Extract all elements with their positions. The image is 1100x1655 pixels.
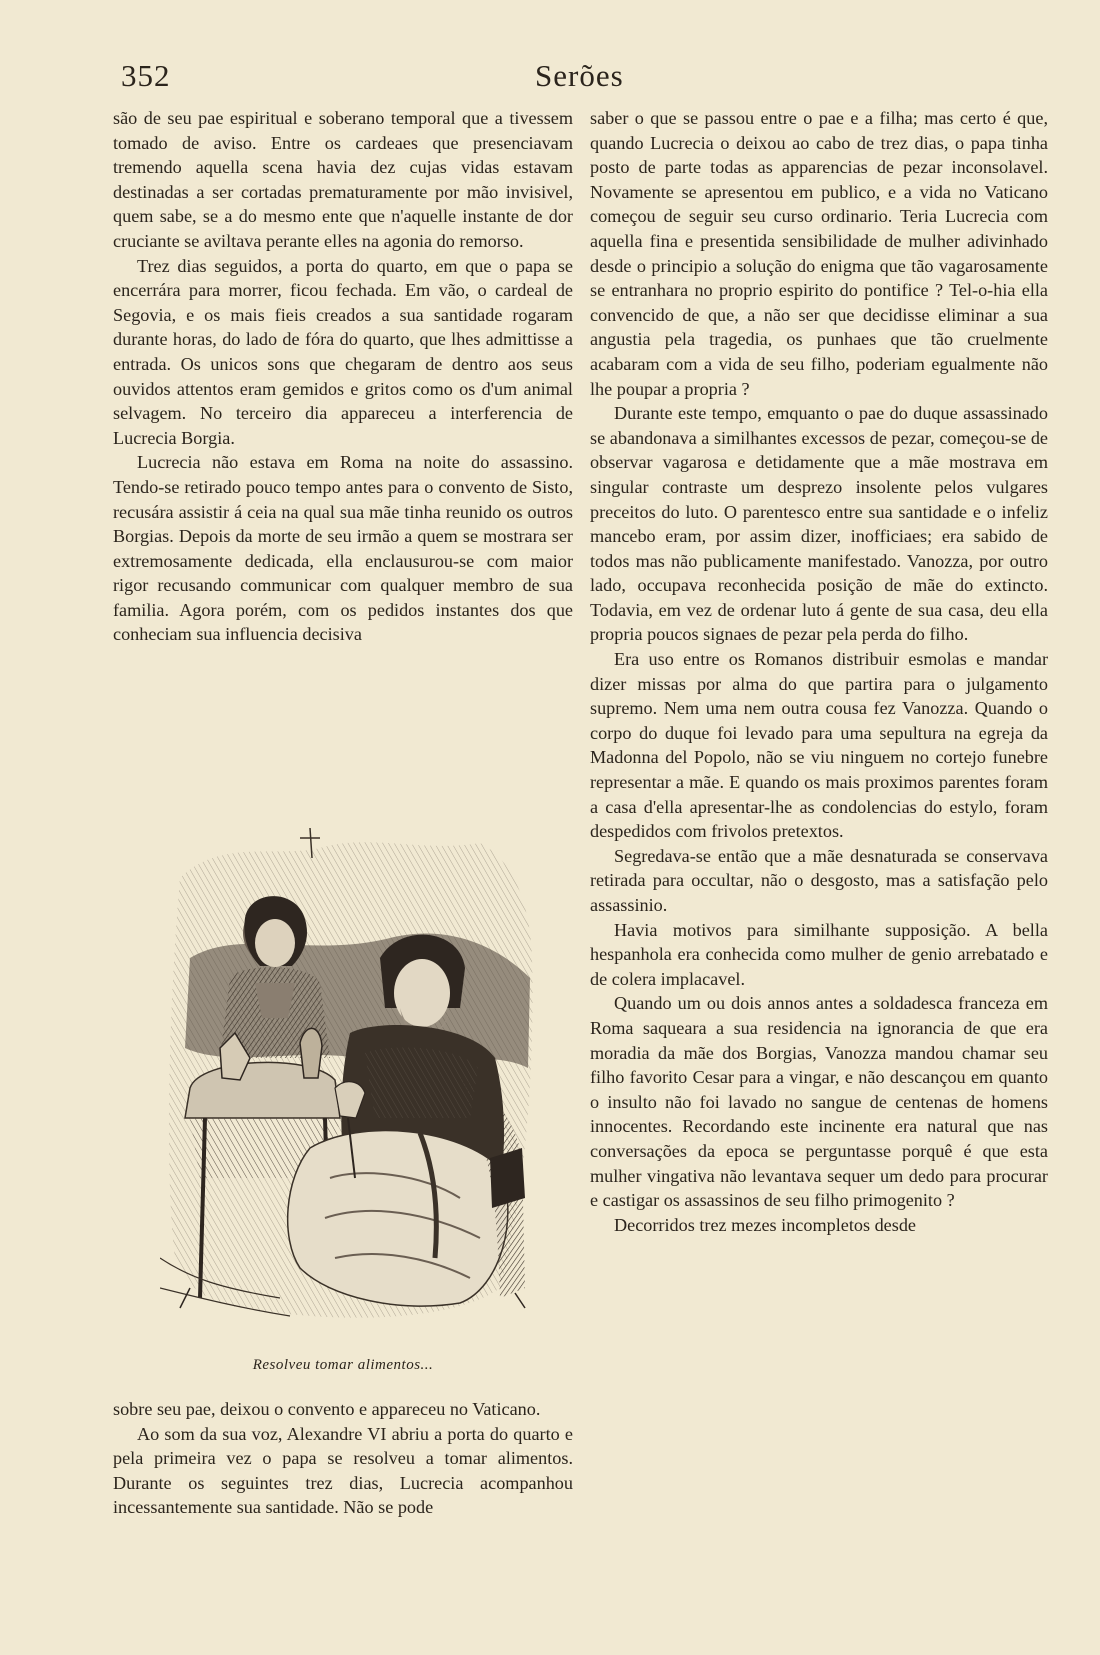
paragraph: Havia motivos para similhante supposição. A bella hespanhola era conhecida como mulher de genio arrebatado e de colera implacavel. — [590, 919, 1048, 989]
paragraph: são de seu pae espiritual e soberano temporal que a tivessem tomado de aviso. Entre os cardeaes que presenciavam tremendo aquella scena havia dez cujas vidas estavam destinadas a ser cortadas prematuramente por mão invisivel, quem sabe, se a do mesmo ente que n'aquelle instante de dor cruciante se aviltava perante elles na agonia do remorso. — [113, 108, 573, 251]
paragraph: saber o que se passou entre o pae e a filha; mas certo é que, quando Lucrecia o deixou ao cabo de trez dias, o papa tinha posto de parte todas as apparencias de pezar inconsolavel. Novamente se apresentou em publico, e a vida no Vaticano começou de seguir seu curso ordinario. Teria Lucrecia com aquella fina e presentida sensibilidade de mulher adivinhado desde o principio a solução do enigma que tão vagarosamente se entranhara no proprio espirito do pontifice ? Tel-o-hia ella convencido de que, a não ser que decidisse eliminar a sua angustia pela tragedia, os punhaes que tão cruelmente acabaram com a vida de seu filho, poderiam egualmente não lhe poupar a propria ? — [590, 108, 1048, 399]
engraving-image — [160, 818, 540, 1338]
left-column-lower — [113, 1397, 573, 1520]
paragraph: Quando um ou dois annos antes a soldadesca franceza em Roma saqueara a sua residencia na ignorancia de que era moradia da mãe dos Borgias, Vanozza mandou chamar seu filho favorito Cesar para a vingar, e não descançou em quanto o insulto não foi lavado no sangue de centenas de homens innocentes. Recordando este incinente era natural que nas conversações da epoca se perguntasse porquê é que esta mulher vingativa não levantava sequer um dedo para procurar e castigar os assassinos de seu filho primogenito ? — [590, 993, 1048, 1211]
paragraph: Trez dias seguidos, a porta do quarto, em que o papa se encerrára para morrer, ficou fechada. Em vão, o cardeal de Segovia, e os mais fieis creados a sua santidade rogaram durante horas, do lado de fóra do quarto, que lhes admittisse a entrada. Os unicos sons que chegaram de dentro aos seus ouvidos attentos eram gemidos e gritos como os d'um animal selvagem. No terceiro dia appareceu a interferencia de Lucrecia Borgia. — [113, 255, 573, 448]
paragraph: Durante este tempo, emquanto o pae do duque assassinado se abandonava a similhantes excessos de pezar, começou-se de observar vagarosa e detidamente que a mãe mostrava em singular contraste um desprezo insolente pelos vulgares preceitos do luto. O parentesco entre sua santidade e o infeliz mancebo eram, por assim dizer, inofficiaes; era sabido de todos mas não publicamente manifestado. Vanozza, por outro lado, occupava reconhecida posição de mãe do extincto. Todavia, em vez de ordenar luto á gente de sua casa, deu ella propria poucos signaes de pezar pela perda do filho. — [590, 403, 1048, 645]
illustration-engraving — [160, 818, 540, 1338]
paragraph: Decorridos trez mezes incompletos desde — [614, 1214, 917, 1235]
running-title: Serões — [535, 58, 624, 93]
paragraph: Lucrecia não estava em Roma na noite do assassino. Tendo-se retirado pouco tempo antes para o convento de Sisto, recusára assistir á ceia na qual sua mãe tinha reunido os outros Borgias. Depois da morte de seu irmão a quem se mostrara ser extremosamente dedicada, ella enclausurou-se com maior rigor recusando communicar com qualquer membro de sua familia. Agora porém, com os pedidos instantes dos que conheciam sua influencia decisiva — [113, 452, 573, 645]
right-column — [590, 106, 1048, 1237]
paragraph: Segredava-se então que a mãe desnaturada se conservava retirada para occultar, não o desgosto, mas a satisfação pelo assassinio. — [590, 845, 1048, 915]
page-header — [115, 52, 1040, 100]
left-column-upper — [113, 106, 573, 647]
page-number: 352 — [121, 58, 171, 93]
paragraph: Era uso entre os Romanos distribuir esmolas e mandar dizer missas por alma do que partira para o julgamento supremo. Nem uma nem outra cousa fez Vanozza. Quando o corpo do duque foi levado para uma sepultura na egreja da Madonna del Popolo, não se viu ninguem no cortejo funebre representar a mãe. E quando os mais proximos parentes foram a casa d'ella apresentar-lhe as condolencias do estylo, foram despedidos com frivolos pretextos. — [590, 649, 1048, 842]
figure-caption: Resolveu tomar alimentos... — [252, 1357, 434, 1373]
paragraph: sobre seu pae, deixou o convento e appareceu no Vaticano. — [113, 1399, 541, 1419]
paragraph: Ao som da sua voz, Alexandre VI abriu a porta do quarto e pela primeira vez o papa se resolveu a tomar alimentos. Durante os seguintes trez dias, Lucrecia acompanhou incessantemente sua santidade. Não se pode — [113, 1423, 573, 1518]
